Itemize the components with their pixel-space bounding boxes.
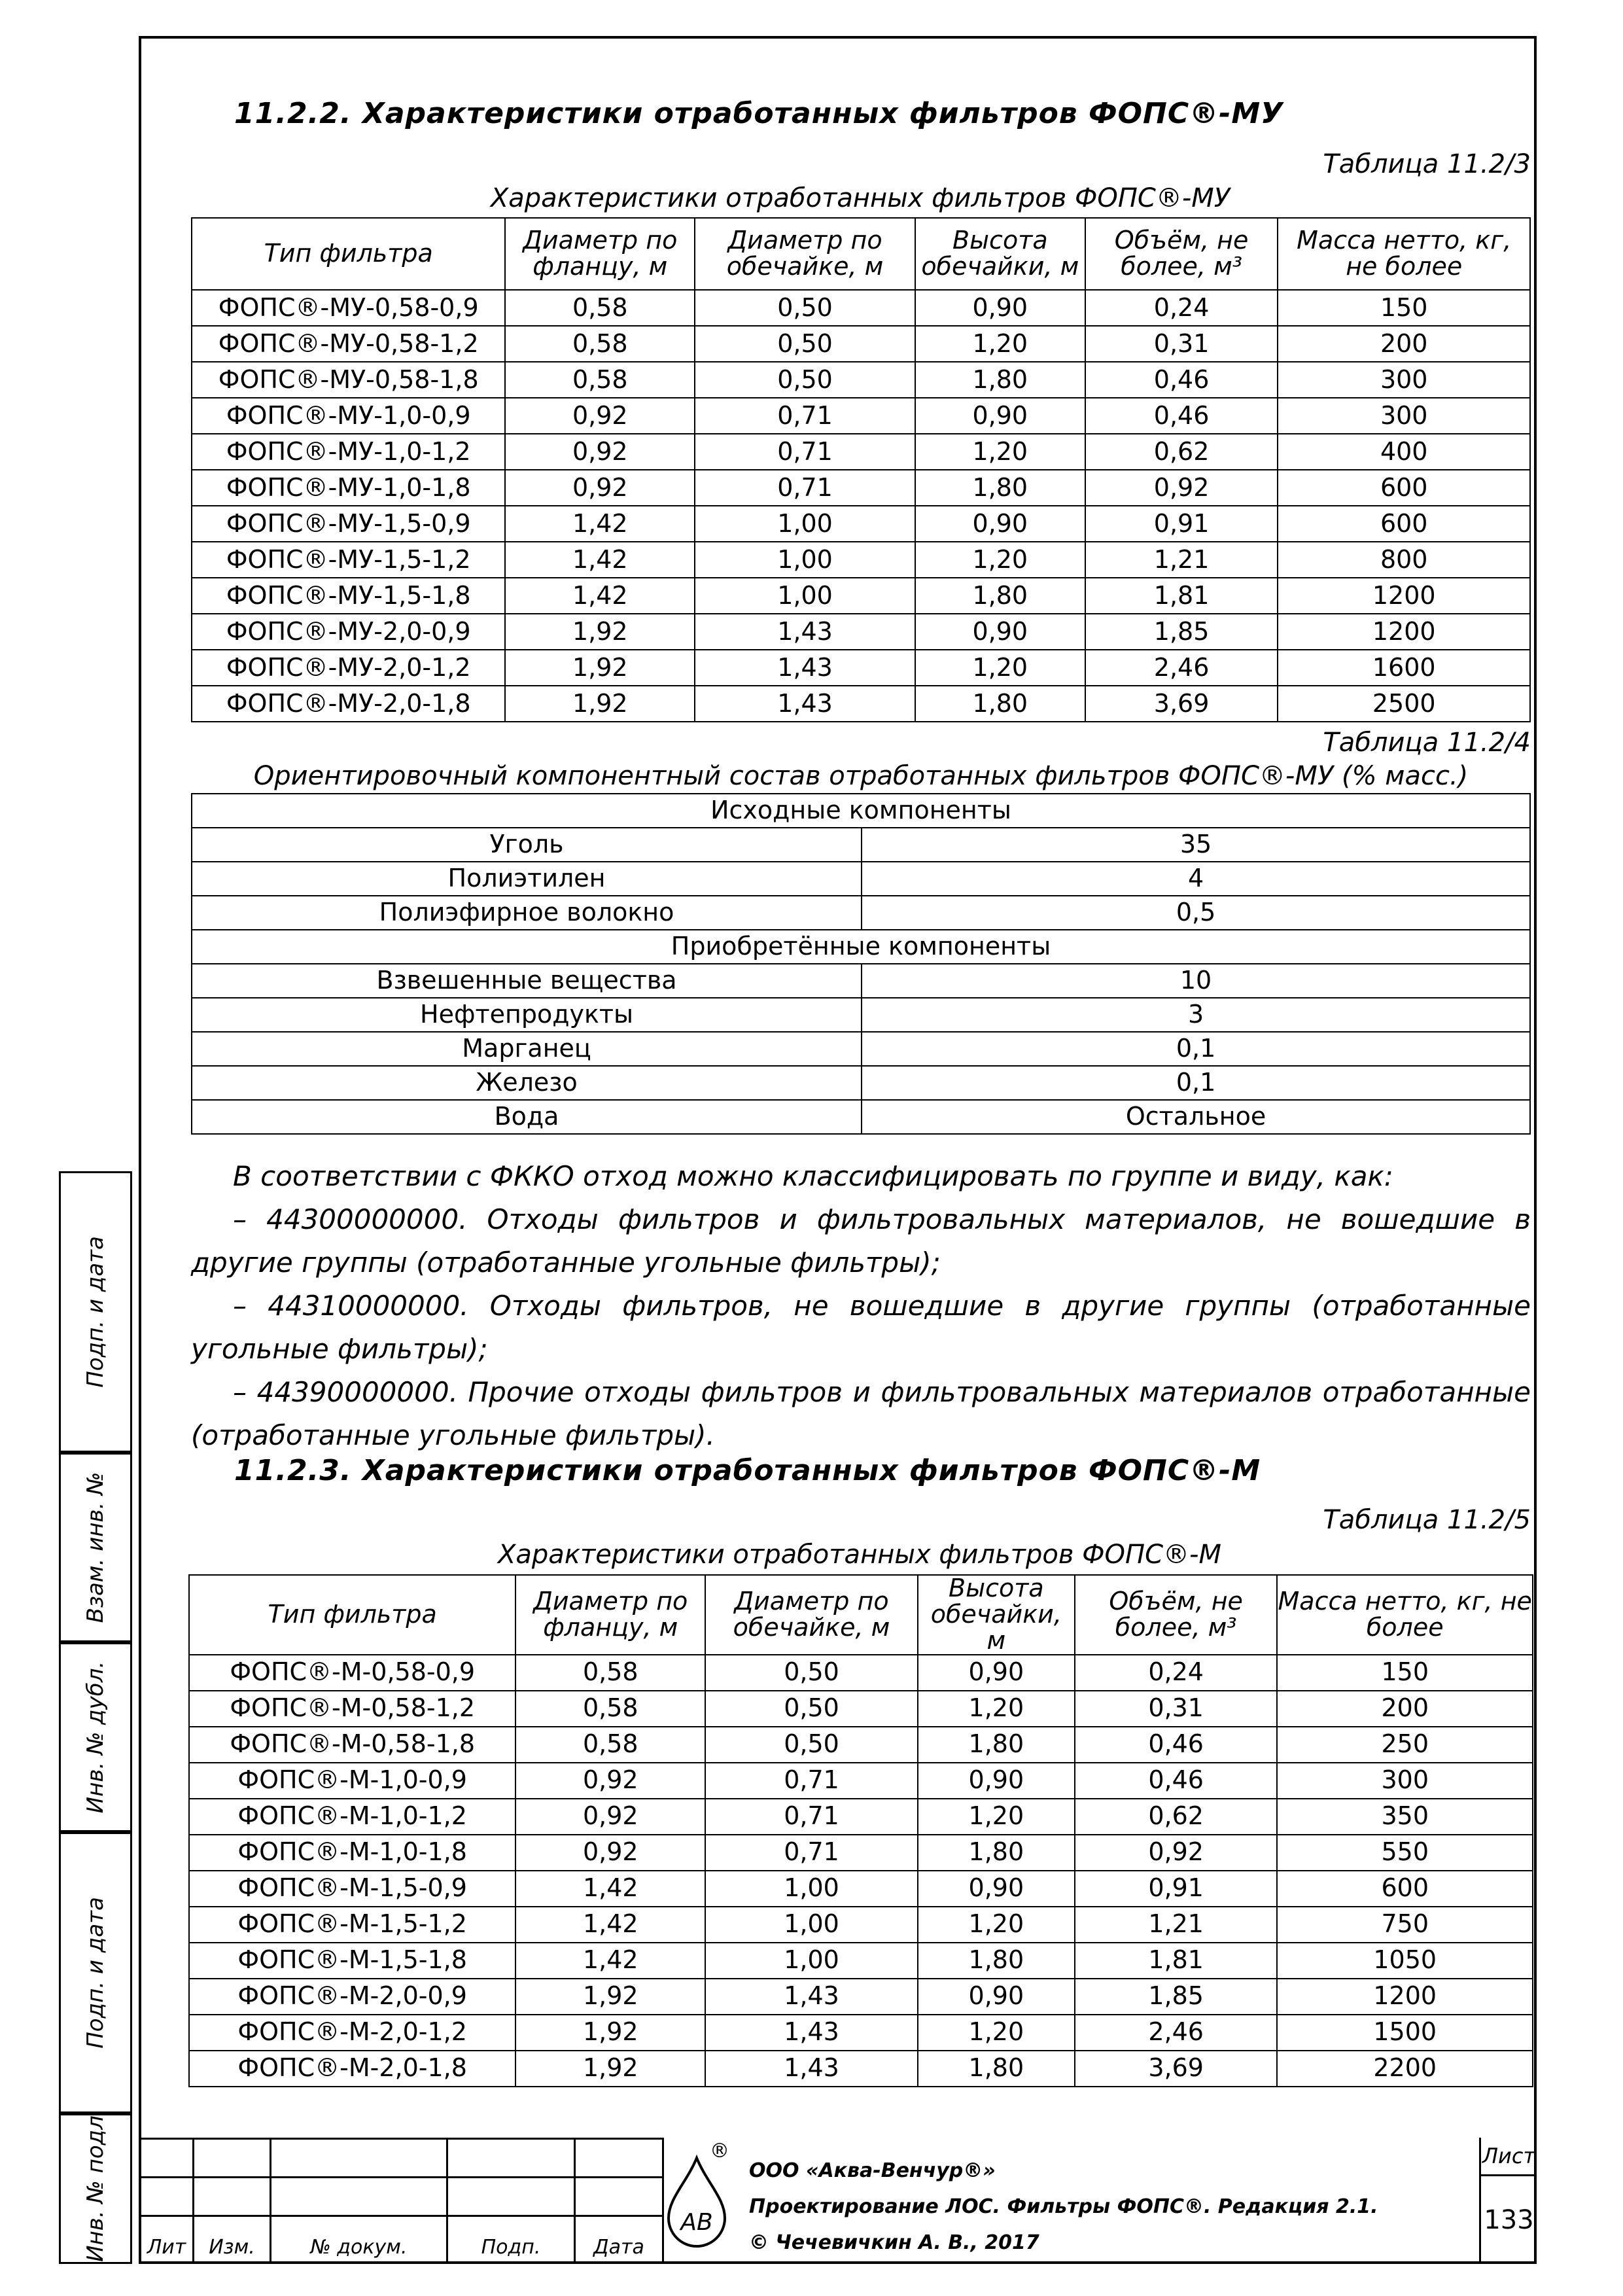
table-row — [192, 862, 1530, 896]
table-header-row — [192, 218, 1530, 290]
value-cell: 0,31 — [1075, 1691, 1278, 1727]
tb-col-doc: № докум. — [271, 2216, 447, 2263]
value-cell: 1,85 — [1085, 614, 1278, 650]
table-row — [192, 998, 1530, 1032]
value-cell: 1,80 — [918, 2051, 1075, 2087]
table-row — [192, 578, 1530, 614]
filter-type-cell: ФОПС®-МУ-1,0-1,8 — [192, 470, 505, 506]
tb-col-sign: Подп. — [447, 2216, 575, 2263]
value-cell: 1,92 — [515, 2051, 705, 2087]
value-cell: 1,00 — [705, 1943, 918, 1979]
value-cell: 1,21 — [1075, 1907, 1278, 1943]
filter-type-cell: ФОПС®-МУ-2,0-1,2 — [192, 650, 505, 686]
header-cell: Тип фильтра — [189, 1575, 515, 1655]
value-cell: 150 — [1277, 1655, 1533, 1691]
table-row — [192, 290, 1530, 326]
table-row — [192, 964, 1530, 998]
value-cell: 1,00 — [695, 542, 915, 578]
value-cell: 0,92 — [1075, 1835, 1278, 1871]
table-row — [192, 362, 1530, 398]
filter-type-cell: ФОПС®-М-0,58-0,9 — [189, 1655, 515, 1691]
classification-text — [191, 1155, 1531, 1457]
title-block-grid — [139, 2138, 664, 2263]
table-row — [192, 828, 1530, 862]
filter-type-cell: ФОПС®-МУ-2,0-0,9 — [192, 614, 505, 650]
value-cell: 0,50 — [705, 1655, 918, 1691]
table-row — [192, 1066, 1530, 1100]
value-cell: 1,80 — [915, 362, 1085, 398]
header-cell: Диаметр по обечайке, м — [705, 1575, 918, 1655]
value-cell: 0,92 — [515, 1835, 705, 1871]
tb-col-lit: Лит — [140, 2216, 194, 2263]
value-cell: 0,71 — [705, 1799, 918, 1835]
table-row — [189, 1979, 1533, 2015]
value-cell: 1200 — [1277, 1979, 1533, 2015]
value-cell: 1,92 — [515, 1979, 705, 2015]
filter-type-cell: ФОПС®-М-1,0-0,9 — [189, 1763, 515, 1799]
table-row — [192, 326, 1530, 362]
value-cell: 0,58 — [505, 326, 695, 362]
table-row — [189, 1907, 1533, 1943]
tb-col-izm: Изм. — [194, 2216, 271, 2263]
value-cell: 1,80 — [915, 686, 1085, 722]
value-cell: 0,62 — [1085, 434, 1278, 470]
value-cell: 0,50 — [705, 1727, 918, 1763]
filter-type-cell: ФОПС®-М-2,0-0,9 — [189, 1979, 515, 2015]
value-cell: 0,24 — [1085, 290, 1278, 326]
value-cell: 1,43 — [695, 686, 915, 722]
value-cell: 0,50 — [695, 362, 915, 398]
component-name: Уголь — [192, 828, 862, 862]
value-cell: 0,71 — [695, 398, 915, 434]
component-name: Полиэтилен — [192, 862, 862, 896]
filter-type-cell: ФОПС®-М-2,0-1,8 — [189, 2051, 515, 2087]
value-cell: 1,42 — [505, 578, 695, 614]
table-row — [189, 2051, 1533, 2087]
component-name: Нефтепродукты — [192, 998, 862, 1032]
table4-number: Таблица 11.2/4 — [1323, 728, 1531, 758]
value-cell: 1,20 — [918, 1691, 1075, 1727]
value-cell: 0,90 — [918, 1763, 1075, 1799]
filter-type-cell: ФОПС®-МУ-1,0-1,2 — [192, 434, 505, 470]
component-name: Взвешенные вещества — [192, 964, 862, 998]
component-value: 35 — [862, 828, 1530, 862]
value-cell: 300 — [1278, 398, 1530, 434]
value-cell: 0,92 — [1085, 470, 1278, 506]
header-cell: Диаметр по фланцу, м — [515, 1575, 705, 1655]
filter-type-cell: ФОПС®-М-1,5-1,2 — [189, 1907, 515, 1943]
value-cell: 1,00 — [705, 1871, 918, 1907]
header-cell: Высота обечайки, м — [915, 218, 1085, 290]
table-row — [189, 1943, 1533, 1979]
value-cell: 600 — [1277, 1871, 1533, 1907]
value-cell: 1,80 — [918, 1835, 1075, 1871]
table-row — [192, 650, 1530, 686]
paragraph: В соответствии с ФККО отход можно классифицировать по группе и виду, как: — [233, 1160, 1393, 1192]
table-row — [192, 398, 1530, 434]
filter-type-cell: ФОПС®-МУ-1,5-0,9 — [192, 506, 505, 542]
group-heading-initial: Исходные компоненты — [192, 794, 1530, 828]
value-cell: 300 — [1278, 362, 1530, 398]
table3-caption: Характеристики отработанных фильтров ФОПС®-МУ — [490, 183, 1230, 213]
value-cell: 1,20 — [918, 2015, 1075, 2051]
filter-type-cell: ФОПС®-МУ-0,58-1,2 — [192, 326, 505, 362]
value-cell: 2500 — [1278, 686, 1530, 722]
value-cell: 0,92 — [505, 470, 695, 506]
value-cell: 0,58 — [505, 290, 695, 326]
value-cell: 0,58 — [515, 1691, 705, 1727]
value-cell: 1,80 — [918, 1727, 1075, 1763]
side-stamp-sign-date-1: Подп. и дата — [59, 1171, 132, 1453]
value-cell: 0,58 — [515, 1727, 705, 1763]
value-cell: 0,90 — [918, 1871, 1075, 1907]
table5-number: Таблица 11.2/5 — [1323, 1505, 1531, 1535]
value-cell: 3,69 — [1075, 2051, 1278, 2087]
value-cell: 1,80 — [915, 578, 1085, 614]
value-cell: 1,81 — [1085, 578, 1278, 614]
filter-type-cell: ФОПС®-М-1,0-1,8 — [189, 1835, 515, 1871]
component-name: Железо — [192, 1066, 862, 1100]
value-cell: 0,50 — [695, 326, 915, 362]
header-cell: Объём, не более, м³ — [1075, 1575, 1278, 1655]
value-cell: 1,20 — [915, 542, 1085, 578]
value-cell: 0,46 — [1075, 1763, 1278, 1799]
filter-type-cell: ФОПС®-МУ-1,0-0,9 — [192, 398, 505, 434]
value-cell: 1,20 — [915, 650, 1085, 686]
component-value: 0,5 — [862, 896, 1530, 930]
value-cell: 750 — [1277, 1907, 1533, 1943]
value-cell: 2200 — [1277, 2051, 1533, 2087]
table4-caption: Ориентировочный компонентный состав отработанных фильтров ФОПС®-МУ (% масс.) — [253, 761, 1469, 791]
value-cell: 250 — [1277, 1727, 1533, 1763]
value-cell: 0,50 — [705, 1691, 918, 1727]
value-cell: 200 — [1277, 1691, 1533, 1727]
table-row — [189, 1727, 1533, 1763]
table-row — [189, 2015, 1533, 2051]
filter-type-cell: ФОПС®-МУ-0,58-1,8 — [192, 362, 505, 398]
value-cell: 600 — [1278, 506, 1530, 542]
table3-number: Таблица 11.2/3 — [1323, 149, 1531, 179]
value-cell: 400 — [1278, 434, 1530, 470]
value-cell: 600 — [1278, 470, 1530, 506]
table-row — [192, 1100, 1530, 1134]
header-cell: Тип фильтра — [192, 218, 505, 290]
table-composition — [191, 793, 1531, 1135]
value-cell: 0,90 — [915, 398, 1085, 434]
value-cell: 0,58 — [515, 1655, 705, 1691]
group-heading-acquired: Приобретённые компоненты — [192, 930, 1530, 964]
value-cell: 1,42 — [515, 1907, 705, 1943]
value-cell: 1,92 — [505, 614, 695, 650]
filter-type-cell: ФОПС®-М-1,0-1,2 — [189, 1799, 515, 1835]
table5-caption: Характеристики отработанных фильтров ФОПС®-М — [498, 1540, 1221, 1570]
value-cell: 0,71 — [705, 1835, 918, 1871]
filter-type-cell: ФОПС®-МУ-2,0-1,8 — [192, 686, 505, 722]
table-row — [192, 470, 1530, 506]
header-cell: Высота обечайки, м — [918, 1575, 1075, 1655]
table-row — [189, 1763, 1533, 1799]
value-cell: 0,92 — [505, 398, 695, 434]
filter-type-cell: ФОПС®-М-1,5-1,8 — [189, 1943, 515, 1979]
value-cell: 0,50 — [695, 290, 915, 326]
tb-col-date: Дата — [575, 2216, 663, 2263]
value-cell: 1,20 — [918, 1907, 1075, 1943]
component-value: Остальное — [862, 1100, 1530, 1134]
component-name: Полиэфирное волокно — [192, 896, 862, 930]
value-cell: 0,71 — [705, 1763, 918, 1799]
value-cell: 1,42 — [515, 1943, 705, 1979]
value-cell: 0,71 — [695, 470, 915, 506]
table-row — [192, 506, 1530, 542]
header-cell: Масса нетто, кг, не более — [1278, 218, 1530, 290]
table-row — [192, 614, 1530, 650]
table-mu-characteristics — [191, 217, 1531, 722]
value-cell: 550 — [1277, 1835, 1533, 1871]
value-cell: 0,92 — [515, 1763, 705, 1799]
value-cell: 0,58 — [505, 362, 695, 398]
header-cell: Масса нетто, кг, не более — [1277, 1575, 1533, 1655]
value-cell: 150 — [1278, 290, 1530, 326]
paragraph: – 44310000000. Отходы фильтров, не вошедшие в другие группы (отработанные угольные фильтры); — [191, 1290, 1531, 1365]
section-title-m: 11.2.3. Характеристики отработанных фильтров ФОПС®-М — [234, 1454, 1261, 1487]
value-cell: 1050 — [1277, 1943, 1533, 1979]
filter-type-cell: ФОПС®-МУ-1,5-1,2 — [192, 542, 505, 578]
component-value: 10 — [862, 964, 1530, 998]
value-cell: 1,00 — [695, 506, 915, 542]
registered-mark: ® — [710, 2140, 729, 2163]
value-cell: 0,90 — [918, 1979, 1075, 2015]
value-cell: 1,20 — [915, 326, 1085, 362]
project-name: Проектирование ЛОС. Фильтры ФОПС®. Редакция 2.1. — [749, 2195, 1378, 2218]
value-cell: 0,92 — [505, 434, 695, 470]
table-row — [189, 1871, 1533, 1907]
value-cell: 1600 — [1278, 650, 1530, 686]
logo-letters: АВ — [680, 2209, 713, 2236]
header-cell: Объём, не более, м³ — [1085, 218, 1278, 290]
value-cell: 0,46 — [1075, 1727, 1278, 1763]
value-cell: 0,91 — [1085, 506, 1278, 542]
component-value: 4 — [862, 862, 1530, 896]
filter-type-cell: ФОПС®-М-0,58-1,8 — [189, 1727, 515, 1763]
value-cell: 0,31 — [1085, 326, 1278, 362]
value-cell: 1200 — [1278, 578, 1530, 614]
paragraph: – 44300000000. Отходы фильтров и фильтровальных материалов, не вошедшие в другие группы (отработанные угольные фильтры); — [191, 1203, 1531, 1279]
component-value: 0,1 — [862, 1032, 1530, 1066]
table-row — [189, 1655, 1533, 1691]
table-row — [192, 434, 1530, 470]
value-cell: 1,43 — [705, 1979, 918, 2015]
aqua-venture-logo — [661, 2153, 733, 2251]
value-cell: 1,43 — [705, 2051, 918, 2087]
value-cell: 1,42 — [505, 506, 695, 542]
value-cell: 0,24 — [1075, 1655, 1278, 1691]
table-row — [189, 1691, 1533, 1727]
value-cell: 0,90 — [915, 290, 1085, 326]
value-cell: 1,80 — [918, 1943, 1075, 1979]
value-cell: 800 — [1278, 542, 1530, 578]
filter-type-cell: ФОПС®-М-2,0-1,2 — [189, 2015, 515, 2051]
value-cell: 1,42 — [515, 1871, 705, 1907]
value-cell: 300 — [1277, 1763, 1533, 1799]
value-cell: 0,46 — [1085, 362, 1278, 398]
value-cell: 0,91 — [1075, 1871, 1278, 1907]
sheet-number: 133 — [1479, 2176, 1537, 2264]
value-cell: 1,92 — [515, 2015, 705, 2051]
side-stamp-dup-inv: Инв. № дубл. — [59, 1642, 132, 1832]
value-cell: 1,43 — [695, 614, 915, 650]
value-cell: 0,46 — [1085, 398, 1278, 434]
header-cell: Диаметр по обечайке, м — [695, 218, 915, 290]
value-cell: 1,21 — [1085, 542, 1278, 578]
header-cell: Диаметр по фланцу, м — [505, 218, 695, 290]
value-cell: 3,69 — [1085, 686, 1278, 722]
table-row — [189, 1835, 1533, 1871]
component-name: Вода — [192, 1100, 862, 1134]
side-stamp-sign-date-2: Подп. и дата — [59, 1832, 132, 2113]
value-cell: 1,00 — [695, 578, 915, 614]
value-cell: 0,71 — [695, 434, 915, 470]
table-header-row — [189, 1575, 1533, 1655]
value-cell: 1,00 — [705, 1907, 918, 1943]
value-cell: 0,90 — [915, 506, 1085, 542]
filter-type-cell: ФОПС®-МУ-0,58-0,9 — [192, 290, 505, 326]
value-cell: 1,20 — [918, 1799, 1075, 1835]
value-cell: 1,43 — [695, 650, 915, 686]
table-row — [189, 1799, 1533, 1835]
value-cell: 1,80 — [915, 470, 1085, 506]
component-value: 0,1 — [862, 1066, 1530, 1100]
filter-type-cell: ФОПС®-М-0,58-1,2 — [189, 1691, 515, 1727]
value-cell: 1,81 — [1075, 1943, 1278, 1979]
value-cell: 1,85 — [1075, 1979, 1278, 2015]
filter-type-cell: ФОПС®-М-1,5-0,9 — [189, 1871, 515, 1907]
filter-type-cell: ФОПС®-МУ-1,5-1,8 — [192, 578, 505, 614]
value-cell: 1200 — [1278, 614, 1530, 650]
table-row — [192, 1032, 1530, 1066]
value-cell: 1,92 — [505, 686, 695, 722]
copyright: © Чечевичкин А. В., 2017 — [749, 2231, 1039, 2254]
value-cell: 200 — [1278, 326, 1530, 362]
company-name: ООО «Аква-Венчур®» — [749, 2159, 996, 2182]
value-cell: 1500 — [1277, 2015, 1533, 2051]
table-row — [192, 896, 1530, 930]
table-m-characteristics — [188, 1574, 1533, 2087]
value-cell: 1,92 — [505, 650, 695, 686]
component-value: 3 — [862, 998, 1530, 1032]
component-name: Марганец — [192, 1032, 862, 1066]
value-cell: 2,46 — [1085, 650, 1278, 686]
table-row — [192, 686, 1530, 722]
value-cell: 2,46 — [1075, 2015, 1278, 2051]
sheet-label: Лист — [1479, 2138, 1537, 2176]
table-row — [192, 542, 1530, 578]
value-cell: 1,43 — [705, 2015, 918, 2051]
value-cell: 1,42 — [505, 542, 695, 578]
value-cell: 1,20 — [915, 434, 1085, 470]
side-stamp-orig-inv: Инв. № подл — [59, 2113, 132, 2264]
value-cell: 0,90 — [918, 1655, 1075, 1691]
side-stamp-replace-inv: Взам. инв. № — [59, 1453, 132, 1642]
value-cell: 0,62 — [1075, 1799, 1278, 1835]
value-cell: 0,90 — [915, 614, 1085, 650]
section-title-mu: 11.2.2. Характеристики отработанных фильтров ФОПС®-МУ — [234, 97, 1284, 130]
value-cell: 350 — [1277, 1799, 1533, 1835]
paragraph: – 44390000000. Прочие отходы фильтров и фильтровальных материалов отработанные (отработанные угольные фильтры). — [191, 1376, 1531, 1451]
value-cell: 0,92 — [515, 1799, 705, 1835]
